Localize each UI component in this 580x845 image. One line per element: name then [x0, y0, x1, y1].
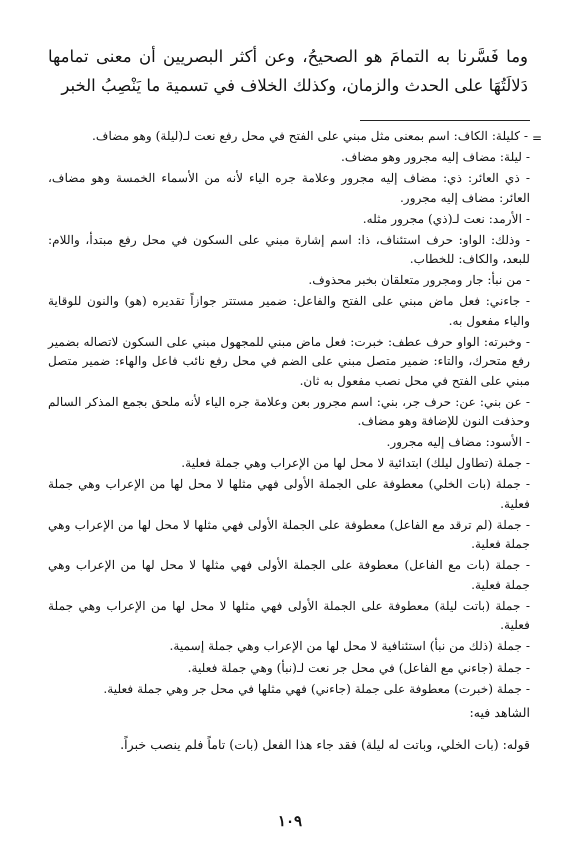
continuation-mark: = — [531, 131, 542, 145]
footnote-line: - وذلك: الواو: حرف استئناف، ذا: اسم إشارة مبني على السكون في محل رفع مبتدأ، واللام: للبعد، والكاف: للخطاب. — [48, 232, 530, 267]
footnote-divider — [360, 120, 530, 121]
footnote-line: - جملة (باتت ليلة) معطوفة على الجملة الأولى فهي مثلها لا محل لها من الإعراب وهي جملة فعلية. — [48, 598, 530, 633]
footnotes-block — [48, 127, 530, 767]
main-paragraph: وما فَسَّرنا به التمامَ هو الصحيحُ، وعن أكثر البصريين أن معنى تمامها دَلالَتُهَا على الحدث والزمان، وكذلك الخلاف في تسمية ما يَنْصِبُ الخبر — [48, 47, 528, 95]
footnote-line: - عن بني: عن: حرف جر، بني: اسم مجرور بعن وعلامة جره الياء لأنه ملحق بجمع المذكر السالم وحذفت النون للإضافة وهو مضاف. — [48, 394, 530, 429]
footnote-line: - من نبأ: جار ومجرور متعلقان بخبر محذوف. — [308, 273, 530, 288]
footnote-line: - جملة (جاءني مع الفاعل) في محل جر نعت لـ(نبأ) وهي جملة فعلية. — [187, 660, 530, 675]
footnote-line: - الأرمد: نعت لـ(ذي) مجرور مثله. — [362, 211, 530, 226]
footnote-line: - جاءني: فعل ماض مبني على الفتح والفاعل: ضمير مستتر جوازاً تقديره (هو) والنون للوقاية والياء مفعول به. — [48, 294, 530, 328]
footnote-line: - جملة (بات مع الفاعل) معطوفة على الجملة الأولى فهي مثلها لا محل لها من الإعراب وهي جملة فعلية. — [48, 558, 530, 592]
footnote-line: - جملة (تطاول ليلك) ابتدائية لا محل لها من الإعراب وهي جملة فعلية. — [181, 456, 530, 471]
witness-text: قوله: (بات الخلي، وباتت له ليلة) فقد جاء هذا الفعل (بات) تاماً فلم ينصب خبراً. — [120, 737, 530, 753]
footnote-line: - جملة (لم ترقد مع الفاعل) معطوفة على الجملة الأولى فهي مثلها لا محل لها من الإعراب وهي جملة فعلية. — [48, 517, 530, 552]
footnote-line: - ليلة: مضاف إليه مجرور وهو مضاف. — [340, 150, 530, 165]
witness-label: الشاهد فيه: — [469, 705, 530, 721]
footnote-line: - جملة (بات الخلي) معطوفة على الجملة الأولى فهي مثلها لا محل لها من الإعراب وهي جملة فعلية. — [48, 477, 530, 511]
footnote-line: - كليلة: الكاف: اسم بمعنى مثل مبني على الفتح في محل رفع نعت لـ(ليلة) وهو مضاف. — [91, 129, 528, 143]
page-number: ١٠٩ — [277, 812, 303, 830]
main-text-block — [48, 42, 528, 100]
footnote-line: - الأسود: مضاف إليه مجرور. — [386, 435, 530, 450]
footnote-line: - جملة (ذلك من نبأ) استئنافية لا محل لها من الإعراب وهي جملة إسمية. — [169, 639, 530, 654]
footnote-line: - ذي العائر: ذي: مضاف إليه مجرور وعلامة جره الياء لأنه من الأسماء الخمسة وهو مضاف، العائر: مضاف إليه مجرور. — [48, 171, 530, 205]
footnote-line: - وخبرته: الواو حرف عطف: خبرت: فعل ماض مبني للمجهول مبني على السكون لاتصاله بضمير رفع متحرك، والتاء: ضمير متصل مبني على الضم في محل رفع نائب فاعل والهاء: ضمير متصل مبني على الفتح في محل نصب مفعول به ثان. — [48, 334, 530, 388]
footnote-line: - جملة (خبرت) معطوفة على جملة (جاءني) فهي مثلها في محل جر وهي جملة فعلية. — [103, 681, 530, 696]
